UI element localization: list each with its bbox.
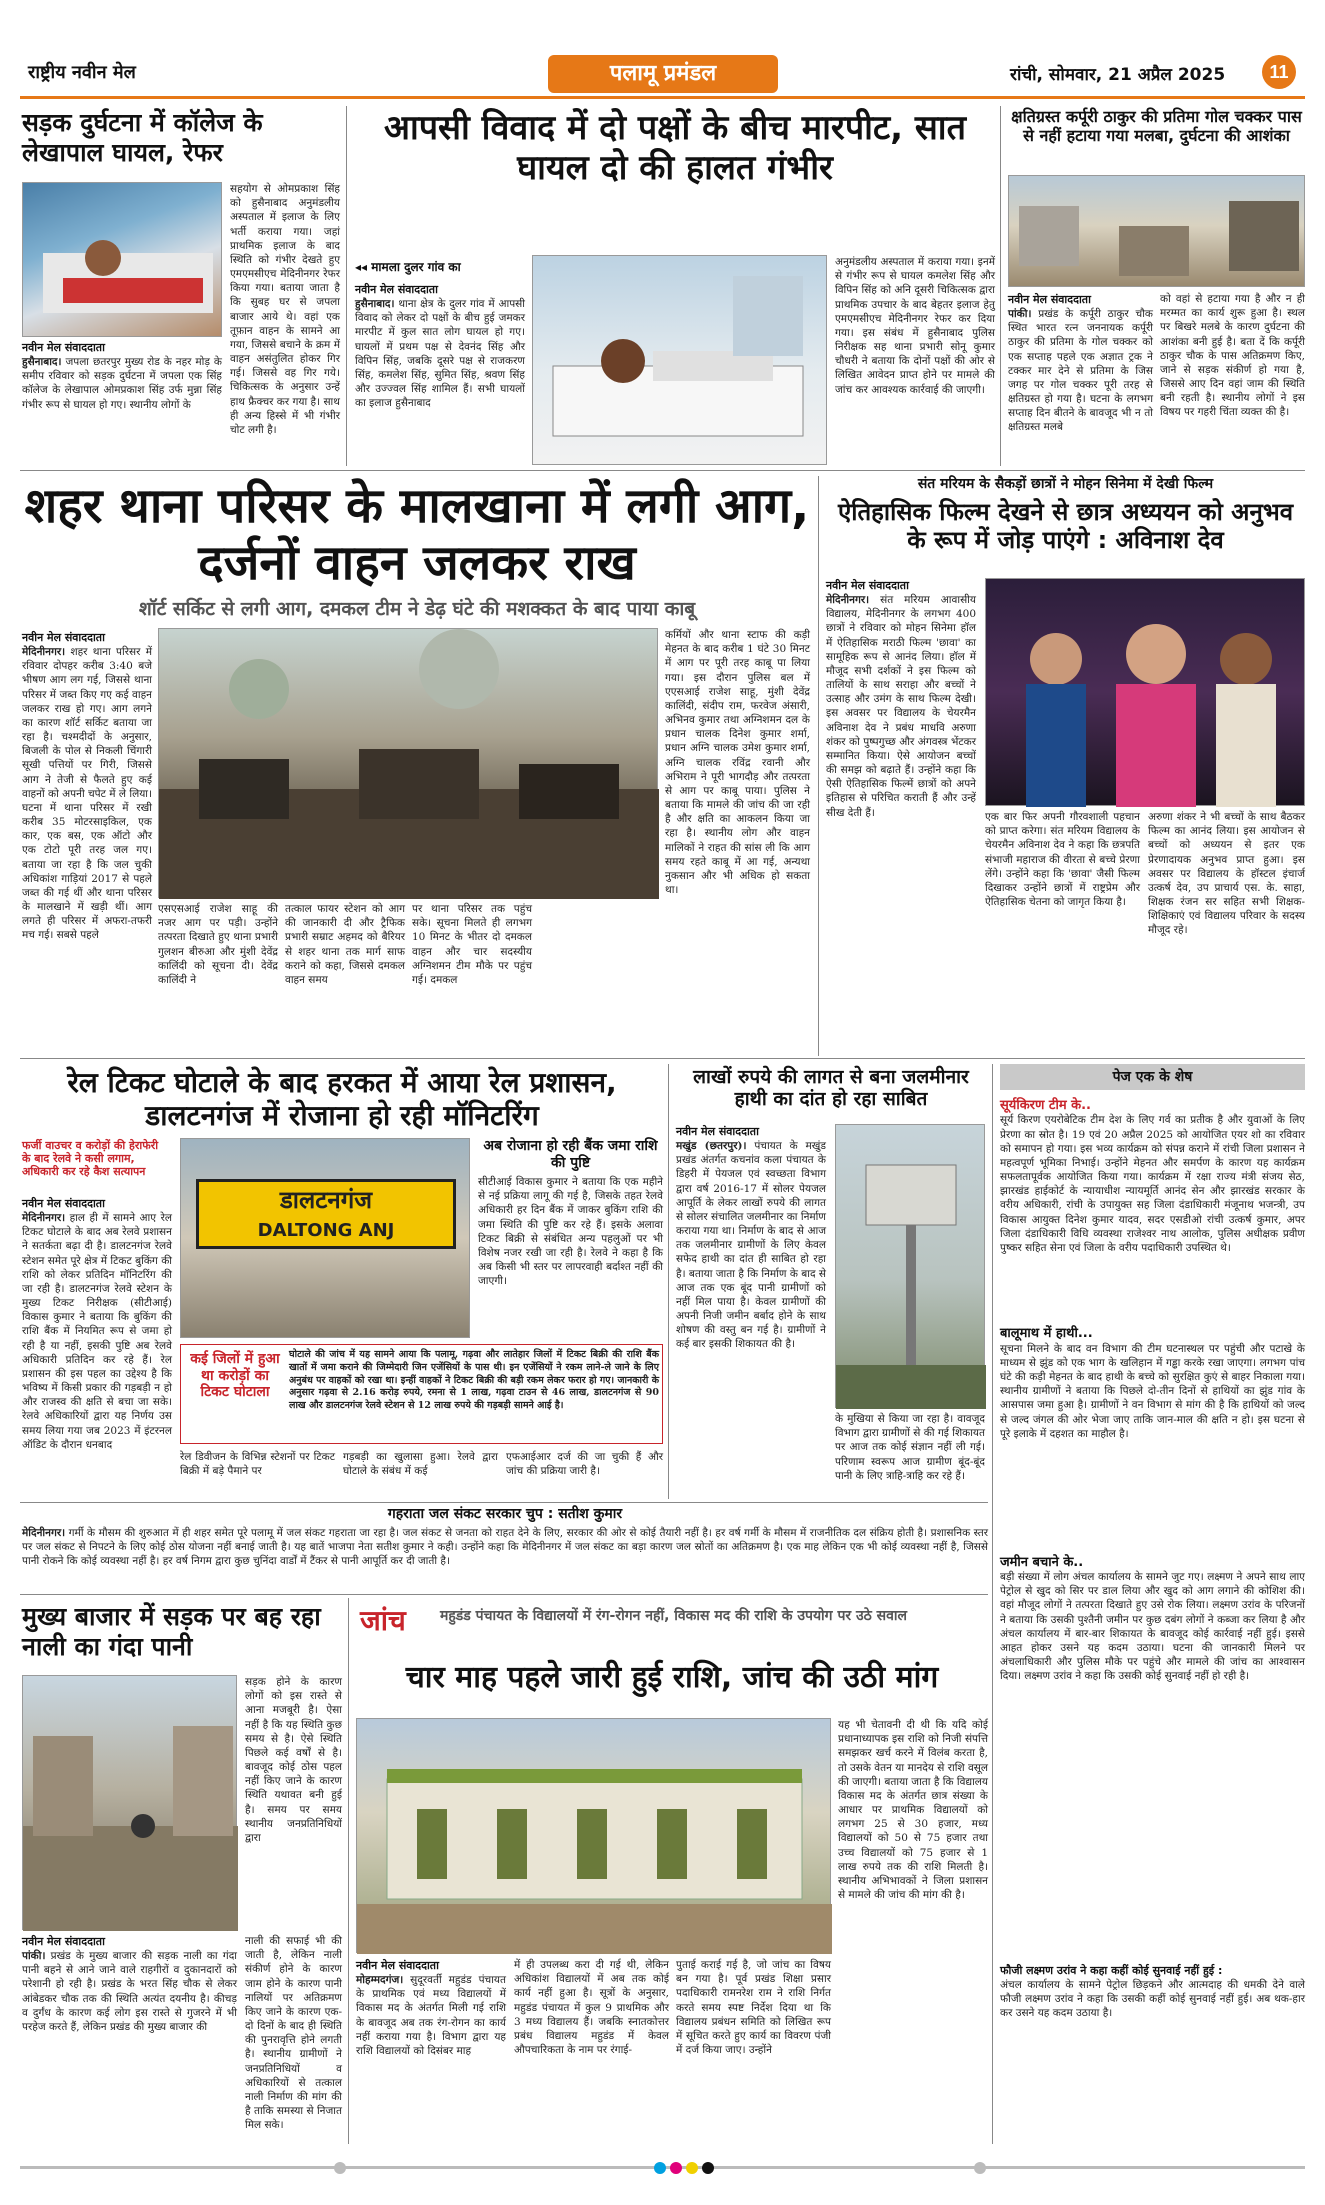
story1-text-b: सहयोग से ओमप्रकाश सिंह को हुसैनाबाद अनुमंडलीय अस्पताल में इलाज के लिए भर्ती कराया गया। जहां प्राथमिक इलाज के बाद स्थिति को गंभीर देखते हुए एमएमसीएच मेदिनीनगर रेफर किया गया। बताया जाता है कि सुबह घर से जपला बाजार आये थे। वहां एक तूफ़ान वाहन के सामने आ गया, जिससे बचाने के क्रम में वाहन असंतुलित होकर गिर गई। जिससे वह गिर गये। चिकित्सक के अनुसार उन्हें हाथ फ्रैक्चर कर गया है। साथ ही अन्य हिस्से में भी गंभीर चोट लगी है। (230, 183, 340, 436)
story9-byline: नवीन मेल संवाददाता (356, 1959, 439, 1972)
story9-photo (356, 1718, 831, 1953)
story6-dateline: मेदिनीनगर। (22, 1212, 66, 1224)
row-rule (20, 470, 1305, 471)
story6-photo (180, 1138, 470, 1338)
station-sign-english: DALTONG ANJ (257, 1220, 395, 1241)
burnt-vehicles-image (159, 629, 659, 899)
brief-dateline: मेदिनीनगर। (22, 1527, 66, 1539)
story1-photo (22, 182, 222, 337)
story6-red-text: घोटाले की जांच में यह सामने आया कि पलामू, गढ़वा और लातेहार जिलों में टिकट बिक्री की राशि बैंक खातों में जमा कराने की जिम्मेदारी जिन एजेंसियों के पास थी। इन एजेंसियों ने रकम लाने-ले जाने के लिए अनुबंध पर वाहकों को रखा था। इन्हीं वाहकों ने टिकट बिक्री की बड़ी रकम लेकर फरार हो गए। जानकारी के अनुसार गढ़वा से 2.16 करोड़ रुपये, रमना से 1 लाख, गढ़वा टाउन से 46 लाख, डालटनगंज से 90 लाख और डालटनगंज रेलवे स्टेशन से 12 लाख रुपये की गड़बड़ी सामने आई है। (289, 1349, 659, 1412)
story9-text-a: सुदूरवर्ती महुडंड पंचायत के प्राथमिक एवं मध्य विद्यालयों में विकास मद के अंतर्गत मिली गई राशि के बावजूद अब तक रंग-रोगन का कार्य नहीं कराया गया है। विभाग द्वारा यह राशि विद्यालयों को दिसंबर माह (356, 1974, 506, 2057)
row-rule (20, 1058, 1305, 1059)
story6-byline: नवीन मेल संवाददाता (22, 1197, 105, 1210)
column-rule (346, 106, 347, 466)
story9-headline: चार माह पहले जारी हुई राशि, जांच की उठी मांग (405, 1660, 939, 1695)
section-title: पलामू प्रमंडल (548, 55, 778, 93)
story4-text-b: एसएसआई राजेश साहू की नजर आग पर पड़ी। उन्होंने तत्परता दिखाते हुए थाना प्रभारी गुलशन बीरुआ और मुंशी देवेंद्र कालिंदी को सूचना दी। देवेंद्र कालिंदी ने (158, 903, 278, 986)
story2-headline: आपसी विवाद में दो पक्षों के बीच मारपीट, सात घायल दो की हालत गंभीर (383, 108, 966, 189)
story6-headline: रेल टिकट घोटाले के बाद हरकत में आया रेल प्रशासन, डालटनगंज में रोजाना हो रही मॉनिटरिंग (67, 1066, 617, 1133)
story2-text-b: अनुमंडलीय अस्पताल में कराया गया। इनमें से गंभीर रूप से घायल कमलेश सिंह और विपिन सिंह को अनि दूसरी चिकित्सक द्वारा प्राथमिक उपचार के बाद बेहतर इलाज हेतु एमएमसीएच मेदिनीनगर रेफर कर दिया गया। इस संबंध में हुसैनाबाद पुलिस निरीक्षक सह थाना प्रभारी सोनू कुमार चौधरी ने बताया कि दोनों पक्षों की ओर से लिखित आवेदन प्राप्त होने पर मामले की जांच कर आवश्यक कार्रवाई की जाएगी। (835, 256, 995, 396)
story2-kicker-wrap: ◂◂ मामला दुलर गांव का (355, 260, 461, 274)
sidebar-s2-text: सूचना मिलने के बाद वन विभाग की टीम घटनास्थल पर पहुंची और पटाखे के माध्यम से झुंड को एक भाग के खलिहान में गड्ढा करके रखा जाएगा। लगभग पांच घंटे की कड़ी मेहनत के बाद हाथी के बच्चे को सुरक्षित कुएं से बाहर निकाला गया। स्थानीय ग्रामीणों ने बताया कि पिछले दो-तीन दिनों से हाथियों का झुंड गांव के आसपास जमा हुआ है। ग्रामीणों ने वन विभाग से मांग की है कि हाथियों को जल्द से जल्द जंगल की ओर भेजा जाए ताकि जान-माल की क्षति न हो। इस घटना से पूरे इलाके में दहशत का माहौल है। (1000, 1342, 1305, 1440)
story4-subhead: शॉर्ट सर्किट से लगी आग, दमकल टीम ने डेढ़ घंटे की मशक्कत के बाद पाया काबू (138, 598, 696, 620)
story4-text-d: पर थाना परिसर तक पहुंच सके। सूचना मिलते ही लगभग 10 मिनट के भीतर दो दमकल वाहन और चार सदस्यीय अग्निशमन टीम मौके पर पहुंच गई। दमकल (412, 903, 532, 986)
column-rule (668, 1064, 669, 1499)
injured-patient-image (533, 256, 828, 466)
story4-text-e: कर्मियों और थाना स्टाफ की कड़ी मेहनत के बाद करीब 1 घंटे 30 मिनट में आग पर पूरी तरह काबू पा लिया गया। इस दौरान पुलिस बल में एएसआई राजेश साहू, मुंशी देवेंद्र कालिंदी, संदीप राम, फरवेज अंसारी, अभिनव कुमार तथा अग्निशमन दल के प्रधान चालक दिनेश कुमार शर्मा, प्रधान अग्नि चालक उमेश कुमार शर्मा, अग्नि चालक रविंद्र रवानी और अभिराम ने पूरी भागदौड़ और तत्परता से आग पर काबू पाया। पुलिस ने बताया कि मामले की जांच की जा रही है और क्षति का आकलन किया जा रहा है। स्थानीय लोग और वाहन मालिकों ने राहत की सांस ली कि आग समय रहते काबू में आ गई, अन्यथा नुकसान और भी अधिक हो सकता था। (665, 629, 810, 897)
story1-dateline: हुसैनाबाद। (22, 356, 62, 368)
story2-kicker: मामला दुलर गांव का (371, 260, 461, 274)
story5-byline: नवीन मेल संवाददाता (826, 579, 909, 592)
story9-dateline: मोहम्मदगंज। (356, 1974, 404, 1986)
story7-text-b: के मुखिया से किया जा रहा है। वावजूद विभाग द्वारा ग्रामीणों से की गई शिकायत पर आज तक कोई संज्ञान नहीं ली गई। परिणाम स्वरूप आज ग्रामीण बूंद-बूंद पानी के लिए त्राहि-त्राहि कर रहे हैं। (835, 1413, 985, 1482)
header-rule (20, 96, 1305, 99)
story4-text-c: तत्काल फायर स्टेशन को आग की जानकारी दी और ट्रैफिक प्रभारी सम्राट अहमद को बैरियर से शहर थाना तक मार्ग साफ कराने को कहा, जिससे दमकल वाहन समय (285, 903, 405, 986)
story4-dateline: मेदिनीनगर। (22, 646, 66, 658)
story8-headline: मुख्य बाजार में सड़क पर बह रहा नाली का गंदा पानी (22, 1602, 321, 1661)
story4-byline: नवीन मेल संवाददाता (22, 631, 105, 644)
story8-photo (22, 1675, 237, 1930)
story4-text-a: शहर थाना परिसर में रविवार दोपहर करीब 3:40 बजे भीषण आग लग गई, जिससे थाना परिसर में जब्त किए गए कई वाहन जलकर राख हो गए। आग लगने का कारण शॉर्ट सर्किट बताया जा रहा है। चश्मदीदों के अनुसार, बिजली के पोल से निकली चिंगारी सूखी पत्तियों पर गिरी, जिससे आग ने तेजी से फैलते हुए कई वाहनों को अपनी चपेट में ले लिया। घटना में थाना परिसर में रखी करीब 35 मोटरसाइकिल, एक कार, एक बस, एक ऑटो और एक टोटो पूरी तरह जल गए। बताया जा रहा है कि जल चुकी अधिकांश गाड़ियां 2017 से पहले जब्त की गई थीं और थाना परिसर के मालखाने में खड़ी थीं। आग लगते ही परिसर में अफरा-तफरी मच गई। सबसे पहले (22, 646, 152, 942)
story9-text-d: यह भी चेतावनी दी थी कि यदि कोई प्रधानाध्यापक इस राशि को निजी संपत्ति समझकर खर्च करने में विलंब करता है, तो उसके वेतन या मानदेय से राशि वसूल की जाएगी। बताया जाता है कि विद्यालय विकास मद के अंतर्गत छात्र संख्या के आधार पर प्राथमिक विद्यालयों को लगभग 25 से 30 हजार, मध्य विद्यालयों को 50 से 75 हजार तथा उच्च विद्यालयों को 75 हजार से 1 लाख रुपये तक की राशि मिलती है। स्थानीय अभिभावकों ने जिला प्रशासन से मामले की जांच की मांग की है। (838, 1719, 988, 1902)
page-number: 11 (1262, 55, 1296, 89)
issue-date: रांची, सोमवार, 21 अप्रैल 2025 (1010, 65, 1226, 85)
story5-text-c: अरुणा शंकर ने भी बच्चों के साथ बैठकर फिल्म का आनंद लिया। इस आयोजन से बच्चों को अध्ययन से इतर एक प्रेरणादायक अनुभव प्राप्त हुआ। इस अवसर पर विद्यालय के हॉस्टल इंचार्ज उत्कर्ष देव, उप प्राचार्य एस. के. साहा, शिक्षक रंजन सर सहित सभी शिक्षक-शिक्षिकाएं एवं विद्यालय परिवार के सदस्य मौजूद रहे। (1148, 811, 1305, 937)
column-rule (348, 1598, 349, 2144)
school-event-image (986, 579, 1306, 807)
story2-photo (532, 255, 827, 465)
sidebar-s3-text-b: अंचल कार्यालय के सामने पेट्रोल छिड़कने और आत्मदाह की धमकी देने वाले फौजी लक्ष्मण उरांव ने कहा कि उसकी कहीं कोई सुनवाई नहीं हुई। अब थक-हार कर उसने यह कदम उठाया है। (1000, 1978, 1305, 2020)
sidebar-s3-bold: फौजी लक्ष्मण उरांव ने कहा कहीं कोई सुनवाई नहीं हुई : (1000, 1963, 1223, 1977)
story8-dateline: पांकी। (22, 1950, 46, 1962)
column-rule (818, 476, 819, 1056)
story7-dateline: मखुंड (छतरपुर)। (676, 1140, 747, 1152)
story5-kicker: संत मरियम के सैकड़ों छात्रों ने मोहन सिनेमा में देखी फिल्म (917, 476, 1214, 492)
story8-text-a: प्रखंड के मुख्य बाजार की सड़क नाली का गंदा पानी बहने से आने जाने वाले राहगीरों व दुकानदारों को परेशानी हो रही है। प्रखंड के भरत सिंह चौक से लेकर आंबेडकर चौक तक की स्थिति अत्यंत दयनीय है। कीचड़ व दुर्गंध के कारण कई लोग इस रास्ते से गुजरने में भी परहेज करते हैं, लेकिन प्रखंड की मुख्य बाजार की (22, 1950, 237, 2033)
footer-strip (20, 2160, 1305, 2174)
story9-label: जांच (360, 1604, 406, 1637)
story5-text-b: एक बार फिर अपनी गौरवशाली पहचान को प्राप्त करेगा। संत मरियम विद्यालय के चेयरमैन अविनाश देव ने कहा कि छत्रपति संभाजी महाराज की वीरता से बच्चे प्रेरणा लेंगे। उन्होंने कहा कि 'छावा' जैसी फिल्म दिखाकर उन्होंने छात्रों में राष्ट्रप्रेम और ऐतिहासिक चेतना को जागृत किया है। (985, 811, 1140, 909)
column-rule (992, 1064, 993, 2144)
sidebar-s3-title: जमीन बचाने के.. (1000, 1554, 1084, 1570)
story9-kicker: महुडंड पंचायत के विद्यालयों में रंग-रोगन नहीं, विकास मद की राशि के उपयोग पर उठे सवाल (440, 1608, 908, 1624)
water-tower-image (836, 1125, 986, 1409)
story4-headline: शहर थाना परिसर के मालखाना में लगी आग, दर्जनों वाहन जलकर राख (24, 478, 810, 591)
story7-headline: लाखों रुपये की लागत से बना जलमीनार हाथी का दांत हो रहा साबित (693, 1066, 969, 1111)
story3-dateline: पांकी। (1008, 308, 1032, 320)
school-building-image (357, 1719, 832, 1954)
sidebar-s1-text: सूर्य किरण एयरोबेटिक टीम देश के लिए गर्व का प्रतीक है और युवाओं के लिए प्रेरणा का स्रोत है। 19 एवं 20 अप्रैल 2025 को आयोजित एयर शो का रविवार को समापन हो गया। इस भव्य कार्यक्रम को संपन्न कराने में रांची जिला प्रशासन ने महत्वपूर्ण भूमिका निभाई। उन्होंने मेहनत और समर्पण के कारण यह कार्यक्रम सफलतापूर्वक आयोजित किया गया। कार्यक्रम में रक्षा राज्य मंत्री संजय सेठ, झारखंड हाईकोर्ट के न्यायाधीश न्यायमूर्ति आनंद सेन और झारखंड सरकार के वरीय अधिकारी, रांची के उपायुक्त सह जिला दंडाधिकारी मंजूनाथ भजन्त्री, उप विकास आयुक्त दिनेश कुमार यादव, सदर एसडीओ रांची उत्कर्ष कुमार, अपर जिला दंडाधिकारी विधि व्यवस्था राजेश्वर नाथ आलोक, पुलिस अधीक्षक प्रवीण पुष्कर सहित सेना एवं जिला के वरीय पदाधिकारी उपस्थित थे। (1000, 1114, 1305, 1254)
sidebar-s2-title: बालूमाथ में हाथी... (1000, 1326, 1093, 1342)
row-rule (20, 1594, 988, 1595)
story6-text-b: रेल डिवीजन के विभिन्न स्टेशनों पर टिकट बिक्री में बड़े पैमाने पर (180, 1451, 335, 1478)
story6-red-box (180, 1344, 663, 1444)
story9-text-b: में ही उपलब्ध करा दी गई थी, लेकिन अधिकांश विद्यालयों में अब तक कोई कार्य नहीं हुआ है। सूत्रों के अनुसार, महुडंड पंचायत में कुल 9 प्राथमिक और 3 मध्य विद्यालय हैं। जबकि स्नातकोत्तर प्रबंध विद्यालय महुडंड में केवल औपचारिकता के नाम पर रंगाई- (514, 1959, 669, 2057)
station-sign-hindi: डालटनगंज (279, 1186, 373, 1214)
story1-headline: सड़क दुर्घटना में कॉलेज के लेखापाल घायल, रेफर (22, 108, 263, 167)
story1-text-a: जपला छतरपुर मुख्य रोड के नहर मोड़ के समीप रविवार को सड़क दुर्घटना में जपला एक सिंह कॉलेज के लेखापाल ओमप्रकाश सिंह उर्फ मुन्ना सिंह गंभीर रूप से घायल हो गए। स्थानीय लोगों के (22, 356, 222, 411)
story2-text-a: थाना क्षेत्र के दुलर गांव में आपसी विवाद को लेकर दो पक्षों के बीच हुई जमकर मारपीट में कुल सात लोग घायल हो गए। घायलों में प्रथम पक्ष से देवनंद सिंह और विपिन सिंह, जबकि दूसरे पक्ष से राजकरण सिंह, कमलेश सिंह, सुमित सिंह, श्रवण सिंह और उज्ज्वल सिंह शामिल हैं। सभी घायलों का इलाज हुसैनाबाद (355, 298, 525, 410)
story8-text-b: सड़क होने के कारण लोगों को इस रास्ते से आना मजबूरी है। ऐसा नहीं है कि यह स्थिति कुछ समय से है। ऐसे स्थिति पिछले कई वर्षों से है। बावजूद कोई ठोस पहल नहीं किए जाने के कारण स्थिति यथावत बनी हुई है। समय पर समय स्थानीय जनप्रतिनिधियों द्वारा (245, 1676, 342, 1844)
story4-photo (158, 628, 658, 898)
story6-text-d: एफआईआर दर्ज की जा चुकी हैं और जांच की प्रक्रिया जारी है। (506, 1451, 663, 1478)
sidebar-s1-title: सूर्यकिरण टीम के.. (1000, 1098, 1092, 1113)
story6-box-text: सीटीआई विकास कुमार ने बताया कि एक महीने से नई प्रक्रिया लागू की गई है, जिसके तहत रेलवे अधिकारी हर दिन बैंक में जाकर बुकिंग राशि की जमा स्थिति की पुष्टि कर रहे हैं। इसके अलावा टिकट बिक्री से संबंधित अन्य पहलुओं पर भी विशेष नजर रखी जा रही है। रेलवे ने कहा है कि अब किसी भी स्तर पर लापरवाही बर्दाश्त नहीं की जाएगी। (478, 1176, 663, 1288)
story3-text-b: को वहां से हटाया गया है और न ही मरम्मत का कार्य शुरू हुआ है। स्थल पर बिखरे मलबे के कारण दुर्घटना की आशंका बनी हुई है। बता दें कि कर्पूरी ठाकुर चौक के पास अतिक्रमण किए, जाने से सड़क संकीर्ण हो गया है, जिससे आए दिन वहां जाम की स्थिति बनी रहती है। स्थानीय लोगों ने इस विषय पर गहरी चिंता व्यक्त की है। (1160, 293, 1305, 419)
story3-photo (1008, 175, 1305, 287)
sidebar-title: पेज एक के शेष (1000, 1064, 1305, 1090)
story6-red-label: कई जिलों में हुआ था करोड़ों का टिकट घोटाला (190, 1351, 280, 1401)
damaged-statue-image (1009, 176, 1306, 288)
waterlogged-road-image (23, 1676, 238, 1931)
row-rule (20, 1502, 988, 1503)
story9-text-c: पुताई कराई गई है, जो जांच का विषय बन गया है। पूर्व प्रखंड शिक्षा प्रसार पदाधिकारी रामनरेश राम ने राशि निर्गत करते समय स्पष्ट निर्देश दिया था कि विद्यालय प्रबंधन समिति को लिखित रूप में सूचित करते हुए कार्य का विवरण पंजी में दर्ज किया जाए। उन्होंने (676, 1959, 831, 2057)
story7-photo (835, 1124, 985, 1408)
story7-byline: नवीन मेल संवाददाता (676, 1125, 759, 1138)
story6-text-c: गड़बड़ी का खुलासा हुआ। रेलवे द्वारा घोटाले के संबंध में कई (343, 1451, 498, 1478)
story6-box-title: अब रोजाना हो रही बैंक जमा राशि की पुष्टि (483, 1138, 658, 1171)
story5-headline: ऐतिहासिक फिल्म देखने से छात्र अध्ययन को अनुभव के रूप में जोड़ पाएंगे : अविनाश देव (837, 498, 1294, 555)
story5-dateline: मेदिनीनगर। (826, 594, 870, 606)
story2-dateline: हुसैनाबाद। (355, 298, 395, 310)
story6-kicker: फर्जी वाउचर व करोड़ों की हेराफेरी के बाद रेलवे ने कसी लगाम, अधिकारी कर रहे कैश सत्यापन (22, 1139, 159, 1178)
brief-text: गर्मी के मौसम की शुरुआत में ही शहर समेत पूरे पलामू में जल संकट गहराता जा रहा है। जल संकट से जनता को राहत देने के लिए, सरकार की ओर से कोई तैयारी नहीं है। हर वर्ष गर्मी के मौसम में राजनीतिक दल संक्रिय होती है। प्रशासनिक स्तर पर जल संकट से निपटने के लिए कोई ठोस योजना नहीं बनाई जाती है। यह बातें भाजपा नेता सतीश कुमार ने कही। उन्होंने कहा कि मेदिनीनगर में जल संकट का बड़ा कारण जल स्रोतों का अतिक्रमण है। एक माह लेकिन एक भी कोई व्यवस्था नहीं है, जिससे पानी रोकने कि कोई व्यवस्था नहीं है। हर वर्ष निगम द्वारा कुछ चुनिंदा वार्डों में टैंकर से पानी आपूर्ति कर दी जाती है। (22, 1527, 988, 1568)
column-rule (1000, 106, 1001, 466)
brief-title: गहराता जल संकट सरकार चुप : सतीश कुमार (387, 1506, 623, 1522)
story8-text-c: नाली की सफाई भी की जाती है, लेकिन नाली संकीर्ण होने के कारण जाम होने के कारण पानी नालियों पर अतिक्रमण किए जाने के कारण एक-दो दिनों के बाद ही स्थिति की पुनरावृत्ति होने लगती है। स्थानीय ग्रामीणों ने जनप्रतिनिधियों व अधिकारियों से तत्काल नाली निर्माण की मांग की है ताकि समस्या से निजात मिल सके। (245, 1935, 342, 2132)
story3-text-a: प्रखंड के कर्पूरी ठाकुर चौक स्थित भारत रत्न जननायक कर्पूरी ठाकुर की प्रतिमा के गोल चक्कर को एक सप्ताह पहले एक अज्ञात ट्रक ने टक्कर मार देने से प्रतिमा के जिस जगह पर गोल चक्कर पूरी तरह से क्षतिग्रस्त हो गया है। घटना के लगभग सप्ताह दिन बीतने के बावजूद भी न तो क्षतिग्रस्त मलबे (1008, 308, 1153, 434)
story5-text-a: संत मरियम आवासीय विद्यालय, मेदिनीनगर के लगभग 400 छात्रों ने रविवार को मोहन सिनेमा हॉल में ऐतिहासिक मराठी फिल्म 'छावा' का सामूहिक रूप से आनंद लिया। हॉल में मौजूद सभी दर्शकों ने इस फिल्म को तालियों के साथ सराहा और बच्चों ने उत्साह और उमंग के साथ फिल्म देखी। इस अवसर पर विद्यालय के चेयरमैन अविनाश देव ने प्रबंध माधवि अरुणा शंकर को पुष्पगुच्छ और अंगवस्त्र भेंटकर सम्मानित किया। ऐसे आयोजन बच्चों की समझ को बढ़ाते हैं। उन्होंने कहा कि ऐसी ऐतिहासिक फिल्में छात्रों को अपने इतिहास से परिचित कराती हैं और उन्हें सीख देती हैं। (826, 594, 976, 819)
story5-photo (985, 578, 1305, 806)
hospital-bed-image (23, 183, 223, 338)
story6-box (478, 1138, 663, 1338)
story1-byline: नवीन मेल संवाददाता (22, 341, 105, 354)
sidebar-s3-text: बड़ी संख्या में लोग अंचल कार्यालय के सामने जुट गए। लक्ष्मण ने अपने साथ लाए पेट्रोल से खुद को सिर पर डाल लिया और खुद को आग लगाने की कोशिश की। वहां मौजूद लोगों ने तत्परता दिखाते हुए उसे रोक लिया। लक्ष्मण उरांव के परिजनों ने बताया कि उसकी पुश्तैनी जमीन पर कुछ दबंग लोगों ने कब्जा कर लिया है और अंचल कार्यालय में बार-बार शिकायत के बावजूद कोई कार्रवाई नहीं हुई। इससे आहत होकर उसने यह कदम उठाया। घटना की जानकारी मिलने पर अंचलाधिकारी और पुलिस मौके पर पहुंचे और मामले की जांच का आश्वासन दिया। लक्ष्मण उरांव ने कहा कि उसकी कोई सुनवाई नहीं हो रही है। (1000, 1570, 1305, 1683)
story7-text-a: पंचायत के मखुंड प्रखंड अंतर्गत कचनांव कला पंचायत के डिहरी में पेयजल एवं स्वच्छता विभाग द्वारा वर्ष 2016-17 में सोलर पेयजल आपूर्ति के लेकर लाखों रुपये की लागत से सोलर संचालित जलमीनार का निर्माण कराया गया था। निर्माण के बाद से आज तक जलमीनार ग्रामीणों के लिए केवल सफेद हाथी का दांत ही साबित हो रहा है। बताया जाता है कि निर्माण के बाद से आज तक एक बूंद पानी ग्रामीणों को नहीं मिल पाया है। केवल ग्रामीणों की अपनी निजी जमीन बर्बाद होने के साथ शोषण की वस्तु बन गई है। ग्रामीणों ने कई बार इसकी शिकायत की है। (676, 1140, 826, 1351)
story6-text-a: हाल ही में सामने आए रेल टिकट घोटाले के बाद अब रेलवे प्रशासन ने सतर्कता बढ़ा दी है। डालटनगंज रेलवे स्टेशन समेत पूरे क्षेत्र में टिकट बुकिंग की राशि को लेकर प्रतिदिन मॉनिटरिंग की जा रही है। डालटनगंज रेलवे स्टेशन के मुख्य टिकट निरीक्षक (सीटीआई) विकास कुमार ने बताया कि बुकिंग की राशि बैंक में नियमित रूप से जमा हो रही है या नहीं, इसकी पुष्टि अब रेलवे अधिकारी प्रतिदिन कर रहे हैं। रेल प्रशासन की इस पहल का उद्देश्य है कि भविष्य में किसी प्रकार की गड़बड़ी न हो और राजस्व की क्षति से बचा जा सके। रेलवे अधिकारियों द्वारा यह निर्णय उस समय लिया गया जब 2023 में इंटरनल ऑडिट के दौरान धनबाद (22, 1212, 172, 1451)
story3-byline: नवीन मेल संवाददाता (1008, 293, 1091, 306)
story8-byline: नवीन मेल संवाददाता (22, 1935, 105, 1948)
masthead: राष्ट्रीय नवीन मेल (28, 62, 136, 83)
story3-headline: क्षतिग्रस्त कर्पूरी ठाकुर की प्रतिमा गोल चक्कर पास से नहीं हटाया गया मलबा, दुर्घटना की आशंका (1011, 107, 1302, 145)
story2-byline: नवीन मेल संवाददाता (355, 283, 438, 296)
